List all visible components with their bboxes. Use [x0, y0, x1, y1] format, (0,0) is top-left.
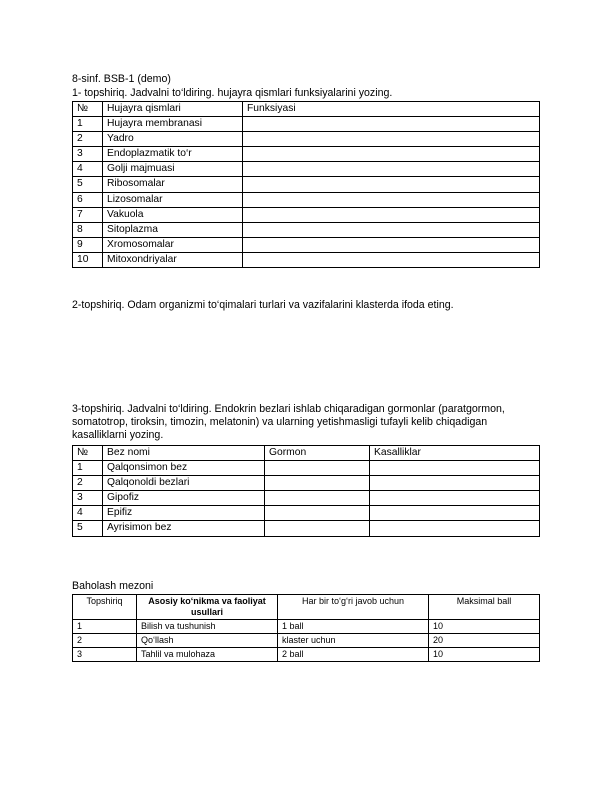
table-row: [73, 634, 540, 648]
header-diseases: Kasalliklar: [370, 446, 540, 461]
row-number: 5: [73, 177, 103, 192]
hormone-cell: [265, 521, 370, 536]
table-row: [73, 476, 540, 491]
table-header-row: [73, 446, 540, 461]
header-per-answer: Har bir to‘g‘ri javob uchun: [278, 595, 429, 620]
table-header-row: [73, 595, 540, 620]
skill-name: Tahlil va mulohaza: [137, 648, 278, 662]
hormone-cell: [265, 476, 370, 491]
function-cell: [243, 252, 540, 267]
task-number: 3: [73, 648, 137, 662]
function-cell: [243, 132, 540, 147]
gland-name: Ayrisimon bez: [103, 521, 265, 536]
gland-name: Qalqonoldi bezlari: [103, 476, 265, 491]
cell-part-name: Sitoplazma: [103, 222, 243, 237]
table-row: [73, 117, 540, 132]
gland-name: Qalqonsimon bez: [103, 461, 265, 476]
hormone-cell: [265, 491, 370, 506]
cell-part-name: Yadro: [103, 132, 243, 147]
row-number: 6: [73, 192, 103, 207]
per-answer-score: 2 ball: [278, 648, 429, 662]
row-number: 8: [73, 222, 103, 237]
function-cell: [243, 147, 540, 162]
criteria-table: [72, 594, 540, 662]
header-max-score: Maksimal ball: [429, 595, 540, 620]
diseases-cell: [370, 491, 540, 506]
table-row: [73, 207, 540, 222]
task2-instruction: 2-topshiriq. Odam organizmi to‘qimalari turlari va vazifalarini klasterda ifoda eting.: [72, 299, 454, 311]
max-score: 10: [429, 648, 540, 662]
per-answer-score: klaster uchun: [278, 634, 429, 648]
table-row: [73, 177, 540, 192]
row-number: 7: [73, 207, 103, 222]
table-row: [73, 132, 540, 147]
table-row: [73, 147, 540, 162]
cell-part-name: Xromosomalar: [103, 237, 243, 252]
cell-part-name: Hujayra membranasi: [103, 117, 243, 132]
row-number: 1: [73, 117, 103, 132]
endocrine-table: [72, 445, 540, 537]
table-row: [73, 506, 540, 521]
skill-name: Bilish va tushunish: [137, 620, 278, 634]
task-number: 1: [73, 620, 137, 634]
header-number: №: [73, 446, 103, 461]
diseases-cell: [370, 461, 540, 476]
row-number: 4: [73, 162, 103, 177]
function-cell: [243, 117, 540, 132]
task-number: 2: [73, 634, 137, 648]
row-number: 10: [73, 252, 103, 267]
function-cell: [243, 207, 540, 222]
cell-part-name: Endoplazmatik to‘r: [103, 147, 243, 162]
diseases-cell: [370, 521, 540, 536]
row-number: 2: [73, 476, 103, 491]
task1-instruction: 1- topshiriq. Jadvalni to‘ldiring. hujayra qismlari funksiyalarini yozing.: [72, 87, 393, 99]
max-score: 10: [429, 620, 540, 634]
criteria-title: Baholash mezoni: [72, 580, 154, 592]
table-header-row: [73, 102, 540, 117]
row-number: 3: [73, 491, 103, 506]
diseases-cell: [370, 506, 540, 521]
per-answer-score: 1 ball: [278, 620, 429, 634]
table-row: [73, 222, 540, 237]
header-number: №: [73, 102, 103, 117]
table-row: [73, 620, 540, 634]
header-hormone: Gormon: [265, 446, 370, 461]
gland-name: Epifiz: [103, 506, 265, 521]
header-task: Topshiriq: [73, 595, 137, 620]
skill-name: Qo‘llash: [137, 634, 278, 648]
table-row: [73, 491, 540, 506]
hormone-cell: [265, 461, 370, 476]
table-row: [73, 237, 540, 252]
row-number: 9: [73, 237, 103, 252]
header-cell-parts: Hujayra qismlari: [103, 102, 243, 117]
header-function: Funksiyasi: [243, 102, 540, 117]
row-number: 1: [73, 461, 103, 476]
document-title: 8-sinf. BSB-1 (demo): [72, 73, 171, 85]
cell-part-name: Golji majmuasi: [103, 162, 243, 177]
cell-parts-table: [72, 101, 540, 268]
table-row: [73, 521, 540, 536]
table-row: [73, 192, 540, 207]
cell-part-name: Vakuola: [103, 207, 243, 222]
task3-instruction: 3-topshiriq. Jadvalni to‘ldiring. Endokrin bezlari ishlab chiqaradigan gormonlar (paratgormon, somatotrop, tiroksin, timozin, melatonin) va ularning yetishmasligi tufayli kelib chiqadigan kasalliklarni yozing.: [72, 403, 505, 441]
cell-part-name: Lizosomalar: [103, 192, 243, 207]
table-row: [73, 162, 540, 177]
hormone-cell: [265, 506, 370, 521]
row-number: 4: [73, 506, 103, 521]
row-number: 5: [73, 521, 103, 536]
cell-part-name: Ribosomalar: [103, 177, 243, 192]
header-skills: Asosiy ko‘nikma va faoliyat usullari: [137, 595, 278, 620]
row-number: 3: [73, 147, 103, 162]
diseases-cell: [370, 476, 540, 491]
function-cell: [243, 237, 540, 252]
cell-part-name: Mitoxondriyalar: [103, 252, 243, 267]
header-gland-name: Bez nomi: [103, 446, 265, 461]
function-cell: [243, 192, 540, 207]
max-score: 20: [429, 634, 540, 648]
table-row: [73, 252, 540, 267]
table-row: [73, 648, 540, 662]
function-cell: [243, 177, 540, 192]
table-row: [73, 461, 540, 476]
function-cell: [243, 162, 540, 177]
row-number: 2: [73, 132, 103, 147]
function-cell: [243, 222, 540, 237]
gland-name: Gipofiz: [103, 491, 265, 506]
